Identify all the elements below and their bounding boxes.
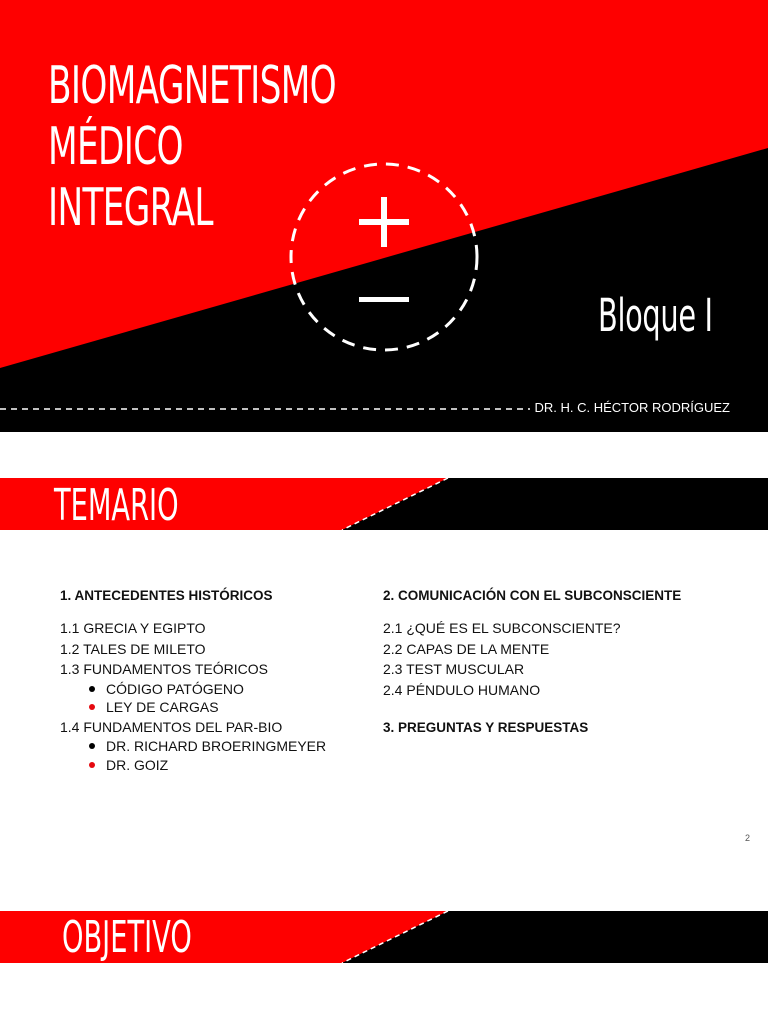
list-item: 1.3 FUNDAMENTOS TEÓRICOS (60, 661, 268, 677)
red-bullet-icon (89, 762, 95, 768)
bullet-label: CÓDIGO PATÓGENO (106, 680, 244, 697)
bullet-label: LEY DE CARGAS (106, 699, 219, 715)
section-1-column (60, 587, 350, 774)
list-item: 2.2 CAPAS DE LA MENTE (383, 640, 550, 657)
page-number: 2 (745, 833, 751, 843)
author-name: DR. H. C. HÉCTOR RODRÍGUEZ (534, 400, 730, 415)
bullet-item (60, 756, 350, 775)
section-2-column (383, 587, 743, 750)
list-item: 2.3 TEST MUSCULAR (383, 661, 525, 677)
section-3-heading: 3. PREGUNTAS Y RESPUESTAS (383, 720, 589, 735)
list-item: 2.1 ¿QUÉ ES EL SUBCONSCIENTE? (383, 620, 621, 636)
temario-slide (0, 432, 768, 892)
section-1-heading: 1. ANTECEDENTES HISTÓRICOS (60, 588, 273, 603)
minus-icon (359, 297, 409, 302)
list-item: 1.2 TALES DE MILETO (60, 640, 206, 657)
list-item: 1.1 GRECIA Y EGIPTO (60, 620, 206, 636)
title-line-2: MÉDICO (48, 117, 183, 177)
black-bullet-icon (89, 686, 95, 692)
block-subtitle: Bloque I (598, 289, 713, 342)
temario-title: TEMARIO (54, 480, 179, 531)
bullet-label: DR. RICHARD BROERINGMEYER (106, 738, 327, 754)
title-line-3: INTEGRAL (48, 178, 213, 238)
objetivo-slide (0, 892, 768, 1024)
plus-icon-vertical (381, 197, 387, 247)
red-bullet-icon (89, 704, 95, 710)
title-line-1: BIOMAGNETISMO (48, 56, 337, 116)
black-bullet-icon (89, 743, 95, 749)
list-item: 1.4 FUNDAMENTOS DEL PAR-BIO (60, 718, 283, 735)
cover-slide (0, 0, 768, 432)
section-2-heading: 2. COMUNICACIÓN CON EL SUBCONSCIENTE (383, 588, 682, 603)
bullet-item (60, 737, 350, 756)
cover-title (48, 56, 336, 239)
bullet-item (60, 680, 350, 699)
objetivo-title: OBJETIVO (62, 912, 192, 963)
bullet-item (60, 698, 350, 717)
list-item: 2.4 PÉNDULO HUMANO (383, 681, 541, 698)
bullet-label: DR. GOIZ (106, 756, 169, 773)
